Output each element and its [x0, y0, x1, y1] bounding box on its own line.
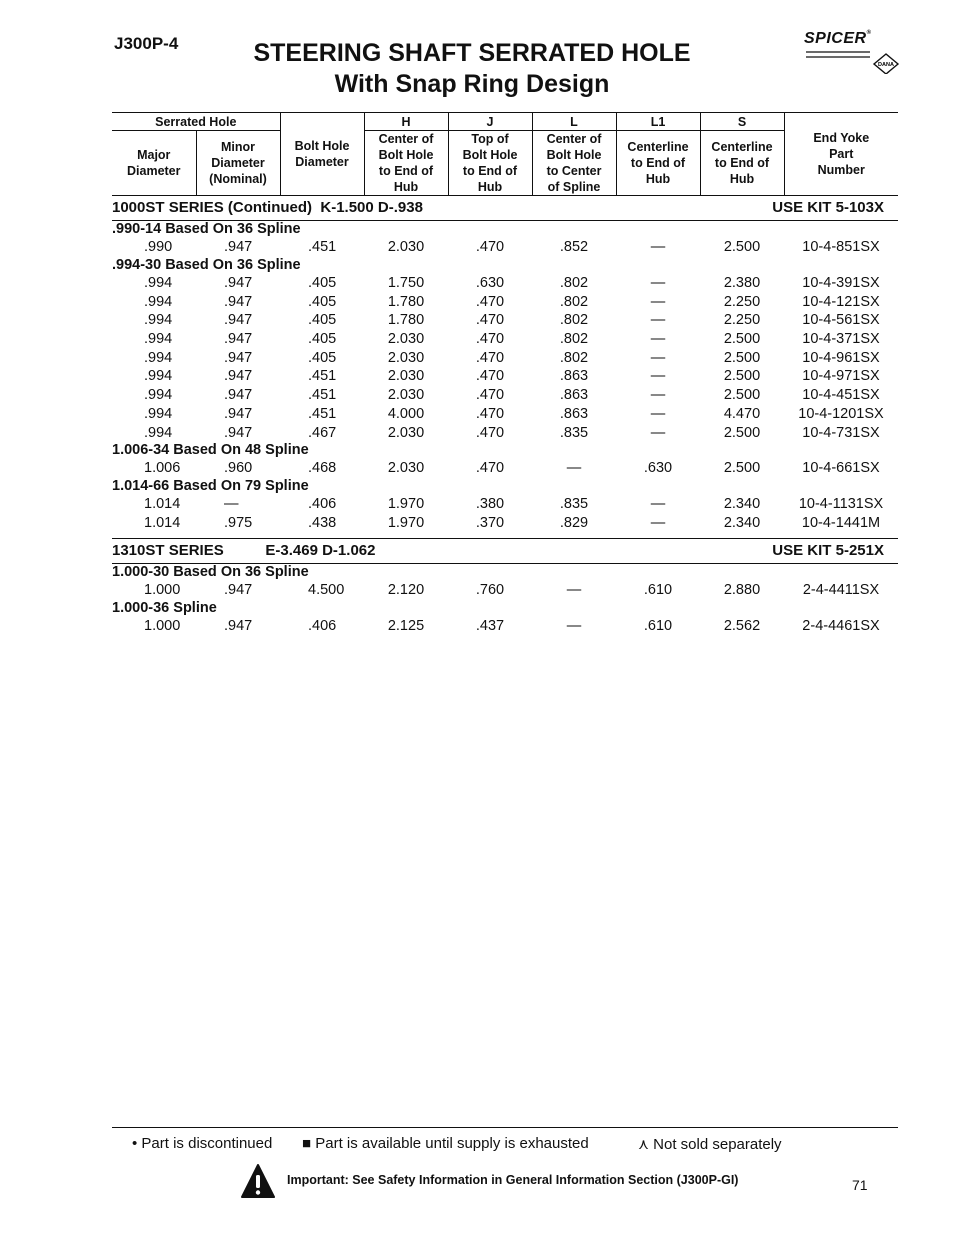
table-cell: 1.014 — [144, 514, 181, 531]
spline-row — [112, 563, 898, 581]
table-cell: .438 — [308, 514, 337, 531]
table-cell: .370 — [475, 514, 505, 531]
table-cell: .630 — [475, 275, 505, 292]
table-cell: 2.030 — [387, 460, 425, 477]
table-cell: .802 — [559, 312, 589, 329]
table-cell: .760 — [475, 582, 505, 599]
table-cell: 2.030 — [387, 331, 425, 348]
table-cell: .852 — [559, 239, 589, 256]
table-cell: 2.500 — [723, 239, 761, 256]
table-cell: .470 — [475, 312, 505, 329]
table-cell: .470 — [475, 368, 505, 385]
table-cell: .994 — [144, 312, 173, 329]
table-cell: .994 — [144, 275, 173, 292]
table-cell: 2-4-4461SX — [802, 617, 880, 634]
table-cell: .947 — [224, 239, 253, 256]
table-cell: .947 — [224, 368, 253, 385]
spline-label: 1.000-30 Based On 36 Spline — [112, 563, 309, 580]
table-cell: 2.500 — [723, 349, 761, 366]
table-cell: 2.500 — [723, 460, 761, 477]
table-cell: 2.250 — [723, 293, 761, 310]
table-cell: — — [650, 495, 666, 512]
table-cell: .994 — [144, 331, 173, 348]
table-cell: 2.340 — [723, 514, 761, 531]
table-cell: 1.014 — [144, 495, 181, 512]
table-cell: .630 — [643, 460, 673, 477]
page-number: 71 — [852, 1177, 868, 1193]
table-row — [112, 311, 898, 330]
legend-supply: ■ Part is available until supply is exhausted — [302, 1135, 589, 1152]
warning-icon — [240, 1163, 276, 1204]
series-name: 1000ST SERIES (Continued) K-1.500 D-.938 — [112, 196, 616, 221]
col-end-yoke: End Yoke Part Number — [784, 113, 898, 196]
table-cell: 1.000 — [144, 617, 181, 634]
col-serrated-hole: Serrated Hole — [112, 113, 280, 131]
table-cell: .468 — [308, 460, 337, 477]
series-row — [112, 538, 898, 563]
col-l1-letter: L1 — [616, 113, 700, 131]
table-cell: 4.000 — [387, 405, 425, 422]
table-cell: .994 — [144, 368, 173, 385]
table-cell: .947 — [224, 582, 253, 599]
col-h-letter: H — [364, 113, 448, 131]
spline-row — [112, 221, 898, 239]
table-cell: 2.340 — [723, 495, 761, 512]
table-row — [112, 292, 898, 311]
table-cell: 1.750 — [387, 275, 425, 292]
dana-seal: DANA — [878, 62, 894, 69]
spline-label: 1.000-36 Spline — [112, 599, 217, 616]
table-row — [112, 274, 898, 293]
table-cell: .451 — [308, 387, 337, 404]
table-cell: 10-4-971SX — [802, 368, 880, 385]
table-cell: .405 — [308, 331, 337, 348]
table-cell: .975 — [224, 514, 253, 531]
table-cell: .802 — [559, 349, 589, 366]
table-cell: .947 — [224, 312, 253, 329]
series-kit: USE KIT 5-251X — [616, 538, 898, 563]
table-cell: .451 — [308, 368, 337, 385]
table-cell: .405 — [308, 312, 337, 329]
table-cell: — — [650, 312, 666, 329]
table-cell: 1.006 — [144, 460, 181, 477]
table-cell: .802 — [559, 275, 589, 292]
table-cell: — — [566, 460, 582, 477]
table-cell: .947 — [224, 275, 253, 292]
table-cell: — — [650, 349, 666, 366]
safety-note: Important: See Safety Information in General Information Section (J300P-GI) — [287, 1173, 739, 1187]
table-cell: .470 — [475, 424, 505, 441]
table-cell: 2.030 — [387, 424, 425, 441]
table-cell: 10-4-961SX — [802, 349, 880, 366]
table-cell: 1.970 — [387, 495, 425, 512]
page-title — [200, 38, 744, 100]
table-row — [112, 348, 898, 367]
table-cell: .610 — [643, 617, 673, 634]
table-cell: .451 — [308, 239, 337, 256]
table-cell: 1.970 — [387, 514, 425, 531]
table-cell: .470 — [475, 331, 505, 348]
table-cell: .994 — [144, 349, 173, 366]
table-cell: .947 — [224, 331, 253, 348]
table-cell: 10-4-1441M — [801, 514, 881, 531]
table-cell: .947 — [224, 405, 253, 422]
table-cell: .467 — [308, 424, 337, 441]
table-cell: .863 — [559, 368, 589, 385]
legend-discontinued: • Part is discontinued — [132, 1135, 273, 1152]
spicer-logo — [800, 28, 900, 74]
table-cell: .994 — [144, 424, 173, 441]
document-id: J300P-4 — [114, 34, 179, 53]
series-kit: USE KIT 5-103X — [616, 196, 898, 221]
table-cell: 10-4-1131SX — [798, 495, 884, 512]
footer-rule — [112, 1127, 898, 1128]
table-cell: 2.500 — [723, 368, 761, 385]
table-cell: 2.500 — [723, 387, 761, 404]
spline-row — [112, 442, 898, 459]
table-cell: .863 — [559, 405, 589, 422]
table-cell: 10-4-731SX — [802, 424, 880, 441]
table-cell: — — [650, 387, 666, 404]
table-cell: 2.030 — [387, 239, 425, 256]
table-cell: 2.562 — [723, 617, 761, 634]
table-cell: — — [650, 514, 666, 531]
series-name: 1310ST SERIES E-3.469 D-1.062 — [112, 538, 616, 563]
table-cell: 2.125 — [387, 617, 425, 634]
table-row — [112, 459, 898, 478]
table-row — [112, 617, 898, 636]
table-cell: .835 — [559, 424, 589, 441]
col-s-letter: S — [700, 113, 784, 131]
table-cell: 2.880 — [723, 582, 761, 599]
spline-row — [112, 257, 898, 274]
table-cell: 2.030 — [387, 368, 425, 385]
table-cell: 10-4-121SX — [802, 293, 880, 310]
table-cell: 2.500 — [723, 331, 761, 348]
title-line-1: STEERING SHAFT SERRATED HOLE — [253, 39, 691, 67]
table-cell: .470 — [475, 387, 505, 404]
table-cell: .470 — [475, 460, 505, 477]
table-cell: 10-4-371SX — [802, 331, 880, 348]
table-cell: .437 — [475, 617, 505, 634]
table-cell: .406 — [308, 495, 337, 512]
table-cell: 2.500 — [723, 424, 761, 441]
table-row — [112, 367, 898, 386]
table-row — [112, 405, 898, 424]
table-cell: .802 — [559, 331, 589, 348]
col-bolt-hole: Bolt Hole Diameter — [280, 113, 364, 196]
table-cell: .406 — [308, 617, 337, 634]
table-body — [112, 196, 898, 636]
title-line-2: With Snap Ring Design — [334, 70, 610, 98]
table-cell: — — [650, 424, 666, 441]
col-j: Top of Bolt Hole to End of Hub — [448, 131, 532, 196]
table-row — [112, 495, 898, 514]
table-cell: .470 — [475, 349, 505, 366]
col-l1: Centerline to End of Hub — [616, 131, 700, 196]
spline-row — [112, 478, 898, 495]
table-cell: 1.000 — [144, 582, 181, 599]
table-cell: .994 — [144, 293, 173, 310]
table-cell: — — [650, 331, 666, 348]
table-row — [112, 581, 898, 600]
table-cell: — — [650, 293, 666, 310]
col-s: Centerline to End of Hub — [700, 131, 784, 196]
table-cell: 2-4-4411SX — [802, 582, 880, 599]
table-cell: 10-4-1201SX — [798, 405, 884, 422]
table-cell: .829 — [559, 514, 589, 531]
spline-label: 1.014-66 Based On 79 Spline — [112, 477, 309, 494]
table-cell: .405 — [308, 293, 337, 310]
table-cell: — — [566, 617, 582, 634]
table-cell: .947 — [224, 387, 253, 404]
table-cell: 10-4-561SX — [802, 312, 880, 329]
table-cell: 4.500 — [308, 582, 345, 599]
table-cell: — — [650, 239, 666, 256]
table-cell: — — [650, 275, 666, 292]
table-cell: — — [650, 368, 666, 385]
table-cell: .947 — [224, 293, 253, 310]
table-row — [112, 238, 898, 257]
table-row — [112, 423, 898, 442]
table-cell: .610 — [643, 582, 673, 599]
table-cell: .470 — [475, 405, 505, 422]
spline-label: 1.006-34 Based On 48 Spline — [112, 441, 309, 458]
table-cell: .802 — [559, 293, 589, 310]
table-cell: .470 — [475, 293, 505, 310]
table-cell: .470 — [475, 239, 505, 256]
legend-not-sold: ⋏ Not sold separately — [638, 1136, 782, 1153]
col-l: Center of Bolt Hole to Center of Spline — [532, 131, 616, 196]
table-cell: .994 — [144, 405, 173, 422]
table-cell: .380 — [475, 495, 505, 512]
spline-label: .990-14 Based On 36 Spline — [112, 221, 301, 237]
table-cell: 2.250 — [723, 312, 761, 329]
table-cell: 4.470 — [723, 405, 761, 422]
series-row — [112, 196, 898, 221]
table-cell: .947 — [224, 617, 253, 634]
table-cell: 10-4-851SX — [802, 239, 880, 256]
table-row — [112, 330, 898, 349]
table-cell: 1.780 — [387, 312, 425, 329]
table-cell: .947 — [224, 349, 253, 366]
table-cell: — — [650, 405, 666, 422]
table-cell: 10-4-661SX — [802, 460, 880, 477]
table-cell: 2.380 — [723, 275, 761, 292]
table-cell: .451 — [308, 405, 337, 422]
col-j-letter: J — [448, 113, 532, 131]
table-cell: .990 — [144, 239, 173, 256]
table-cell: 10-4-451SX — [802, 387, 880, 404]
spline-row — [112, 600, 898, 617]
spline-label: .994-30 Based On 36 Spline — [112, 256, 301, 273]
table-cell: .863 — [559, 387, 589, 404]
table-row — [112, 386, 898, 405]
table-cell: — — [566, 582, 582, 599]
brand-name: SPICER® — [804, 30, 872, 47]
table-cell: 2.030 — [387, 349, 425, 366]
col-major: Major Diameter — [112, 131, 196, 196]
col-h: Center of Bolt Hole to End of Hub — [364, 131, 448, 196]
table-cell: 2.120 — [387, 582, 425, 599]
table-cell: .960 — [224, 460, 253, 477]
table-row — [112, 513, 898, 532]
table-cell: 10-4-391SX — [802, 275, 880, 292]
col-minor: Minor Diameter (Nominal) — [196, 131, 280, 196]
yoke-table — [112, 112, 898, 635]
table-cell: — — [224, 495, 239, 512]
table-cell: .835 — [559, 495, 589, 512]
table-cell: 1.780 — [387, 293, 425, 310]
table-cell: .405 — [308, 349, 337, 366]
table-cell: 2.030 — [387, 387, 425, 404]
table-cell: .947 — [224, 424, 253, 441]
table-cell: .405 — [308, 275, 337, 292]
col-l-letter: L — [532, 113, 616, 131]
table-cell: .994 — [144, 387, 173, 404]
